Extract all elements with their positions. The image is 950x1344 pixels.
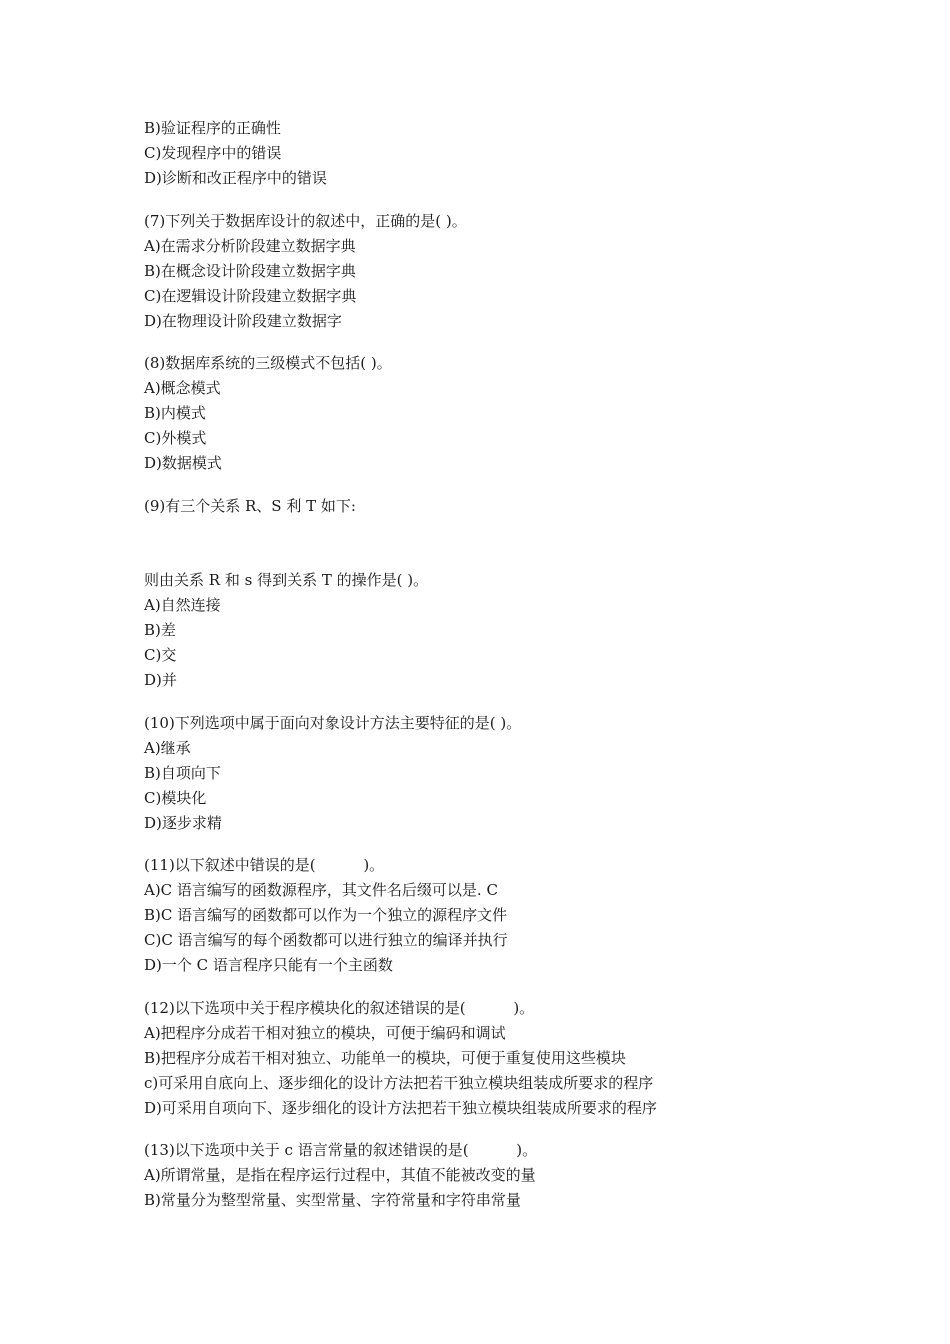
q10-option-a: A)继承 [144, 739, 191, 757]
q9-stem: (9)有三个关系 R、S 利 T 如下: [144, 497, 356, 515]
q8-option-d: D)数据模式 [144, 454, 222, 472]
q9-stem-2: 则由关系 R 和 s 得到关系 T 的操作是( )。 [144, 571, 429, 589]
q10-option-b: B)自项向下 [144, 764, 221, 782]
q6-option-b: B)验证程序的正确性 [144, 119, 281, 137]
q11-option-b: B)C 语言编写的函数都可以作为一个独立的源程序文件 [144, 906, 508, 924]
q7-option-a: A)在需求分析阶段建立数据字典 [144, 237, 356, 255]
q6-option-d: D)诊断和改正程序中的错误 [144, 169, 327, 187]
q6-option-c: C)发现程序中的错误 [144, 144, 282, 162]
q11-option-d: D)一个 C 语言程序只能有一个主函数 [144, 956, 393, 974]
q8-option-b: B)内模式 [144, 404, 206, 422]
q7-option-d: D)在物理设计阶段建立数据字 [144, 312, 342, 330]
q12-stem: (12)以下选项中关于程序模块化的叙述错误的是( )。 [144, 999, 535, 1017]
q9-option-a: A)自然连接 [144, 596, 221, 614]
q11-option-a: A)C 语言编写的函数源程序，其文件名后缀可以是. C [144, 881, 498, 899]
q7-option-b: B)在概念设计阶段建立数据字典 [144, 262, 356, 280]
q8-option-a: A)概念模式 [144, 379, 221, 397]
q8-stem: (8)数据库系统的三级模式不包括( )。 [144, 354, 392, 372]
q10-option-d: D)逐步求精 [144, 814, 222, 832]
q12-option-d: D)可采用自项向下、逐步细化的设计方法把若干独立模块组装成所要求的程序 [144, 1099, 657, 1117]
q9-option-d: D)并 [144, 671, 177, 689]
q11-option-c: C)C 语言编写的每个函数都可以进行独立的编译并执行 [144, 931, 508, 949]
q10-stem: (10)下列选项中属于面向对象设计方法主要特征的是( )。 [144, 714, 522, 732]
q12-option-b: B)把程序分成若干相对独立、功能单一的模块，可便于重复使用这些模块 [144, 1049, 626, 1067]
q7-option-c: C)在逻辑设计阶段建立数据字典 [144, 287, 357, 305]
q12-option-c: c)可采用自底向上、逐步细化的设计方法把若干独立模块组装成所要求的程序 [144, 1074, 654, 1092]
q13-stem: (13)以下选项中关于 c 语言常量的叙述错误的是( )。 [144, 1141, 538, 1159]
q8-option-c: C)外模式 [144, 429, 207, 447]
q13-option-a: A)所谓常量，是指在程序运行过程中，其值不能被改变的量 [144, 1166, 536, 1184]
q11-stem: (11)以下叙述中错误的是( )。 [144, 856, 385, 874]
q7-stem: (7)下列关于数据库设计的叙述中，正确的是( )。 [144, 212, 467, 230]
q9-option-c: C)交 [144, 646, 177, 664]
q10-option-c: C)模块化 [144, 789, 207, 807]
q9-option-b: B)差 [144, 621, 176, 639]
q12-option-a: A)把程序分成若干相对独立的模块，可便于编码和调试 [144, 1024, 506, 1042]
q13-option-b: B)常量分为整型常量、实型常量、字符常量和字符串常量 [144, 1191, 521, 1209]
